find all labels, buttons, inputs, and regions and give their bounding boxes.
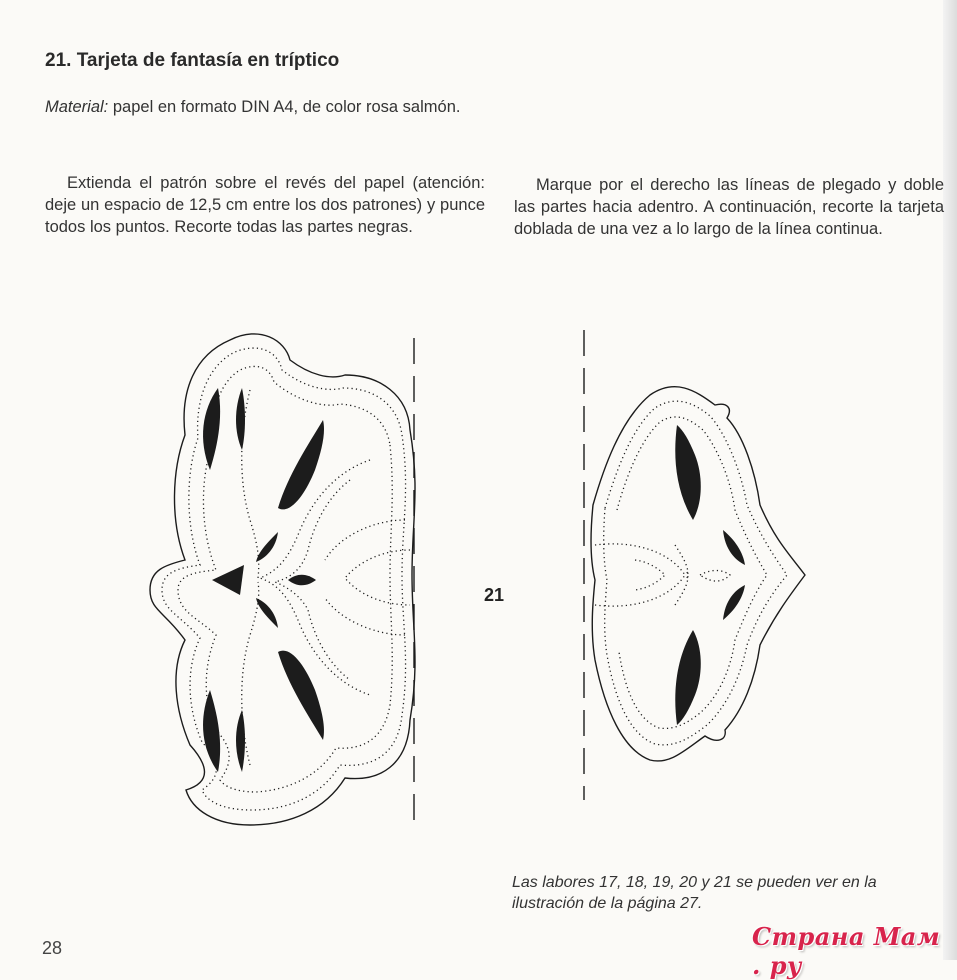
- cutout-left-bottom-leaf: [203, 690, 220, 772]
- section-heading: 21. Tarjeta de fantasía en tríptico: [45, 50, 340, 71]
- material-paragraph: [45, 96, 485, 118]
- cutout-right-lower-large: [675, 630, 701, 725]
- cutout-left-top-sliver: [236, 388, 245, 450]
- cutout-left-drop: [288, 575, 316, 586]
- page-edge: [943, 0, 957, 960]
- figure-number: 21: [484, 585, 505, 605]
- site-watermark: Страна Мам . ру: [752, 922, 941, 980]
- pattern-right-outline: [591, 387, 805, 761]
- cutout-left-top-leaf: [203, 388, 220, 470]
- cutout-right-mid-upper: [723, 530, 745, 565]
- cutout-left-upper-large: [278, 420, 324, 509]
- cutout-right-mid-lower: [723, 585, 745, 620]
- cutout-left-mid-lower: [256, 598, 278, 628]
- cutout-left-lower-large: [278, 651, 324, 740]
- cutout-right-upper-large: [675, 425, 701, 520]
- page-number: 28: [42, 938, 63, 958]
- pattern-left: [140, 320, 440, 840]
- cutout-left-arrow: [212, 565, 244, 595]
- figure-caption: Las labores 17, 18, 19, 20 y 21 se pueden ver en la ilustración de la página 27.: [512, 874, 877, 912]
- instructions-left: Extienda el patrón sobre el revés del papel (atención: deje un espacio de 12,5 cm entre los dos patrones) y punce todos los puntos. Recorte todas las partes negras.: [45, 174, 485, 236]
- instructions-right: Marque por el derecho las líneas de plegado y doble las partes hacia adentro. A continuación, recorte la tarjeta doblada de una vez a lo largo de la línea continua.: [514, 176, 944, 238]
- material-text: papel en formato DIN A4, de color rosa salmón.: [108, 98, 461, 116]
- material-label: Material:: [45, 98, 109, 116]
- cutout-left-mid-upper: [256, 532, 278, 562]
- cutout-left-bottom-sliver: [236, 710, 245, 772]
- pattern-right: [575, 330, 815, 810]
